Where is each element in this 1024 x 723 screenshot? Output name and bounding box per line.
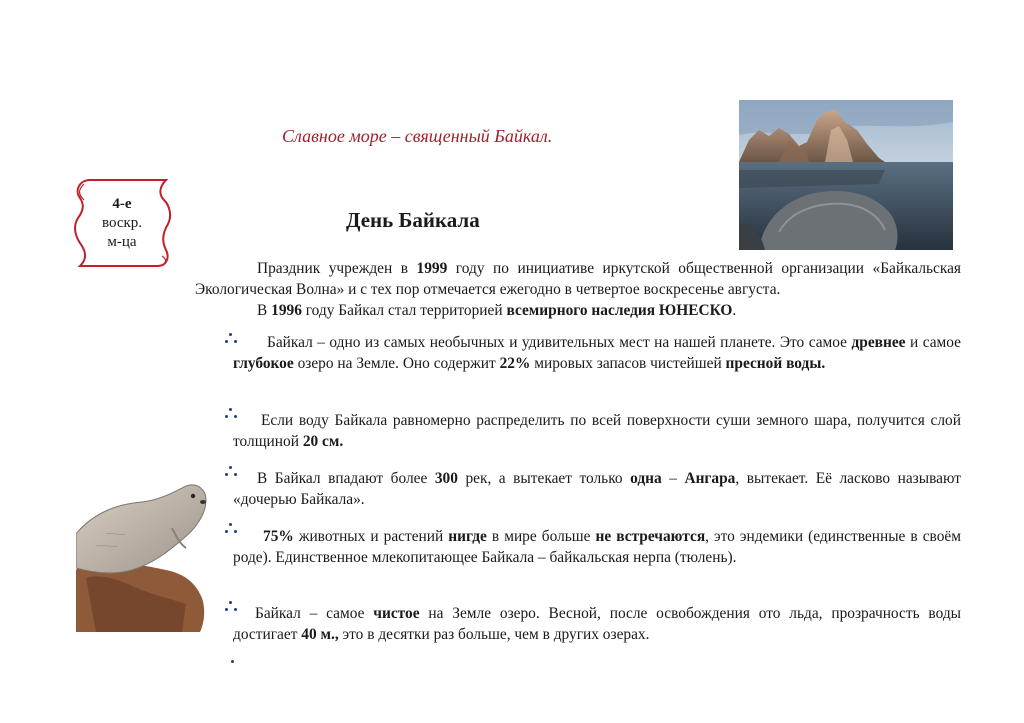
badge-text — [88, 195, 156, 252]
baikal-seal-illustration — [76, 474, 210, 632]
fact-item: Байкал – одно из самых необычных и удивительных мест на нашей планете. Это самое древнее и самое глубокое озеро на Земле. Оно содержит 22% мировых запасов чистейшей пресной воды. — [233, 334, 961, 372]
page-subtitle: Славное море – священный Байкал. — [282, 126, 553, 146]
fact-item: 75% животных и растений нигде в мире больше не встречаются, это эндемики (единственные в своём роде). Единственное млекопитающее Байкала – байкальская нерпа (тюлень). — [233, 528, 961, 566]
badge-line-2: воскр. — [101, 215, 143, 231]
page-title: День Байкала — [346, 208, 480, 232]
badge-line-1: 4-е — [112, 196, 132, 212]
intro-paragraph: Праздник учрежден в 1999 году по инициативе иркутской общественной организации «Байкальская Экологическая Волна» и с тех пор отмечается ежегодно в четвертое воскресенье августа. В 1996 году Байкал стал территорией всемирного наследия ЮНЕСКО. — [195, 260, 962, 319]
badge-line-3: м-ца — [107, 234, 137, 250]
bullet-dot-icon — [231, 660, 234, 663]
baikal-rock-photo — [739, 100, 953, 250]
fact-item: Байкал – самое чистое на Земле озеро. Весной, после освобождения ото льда, прозрачность воды достигает 40 м., это в десятки раз больше, чем в других озерах. — [233, 605, 961, 643]
fact-item: Если воду Байкала равномерно распределить по всей поверхности суши земного шара, получится слой толщиной 20 см. — [233, 412, 961, 450]
fact-item: В Байкал впадают более 300 рек, а вытекает только одна – Ангара, вытекает. Её ласково называют «дочерью Байкала». — [233, 470, 962, 508]
